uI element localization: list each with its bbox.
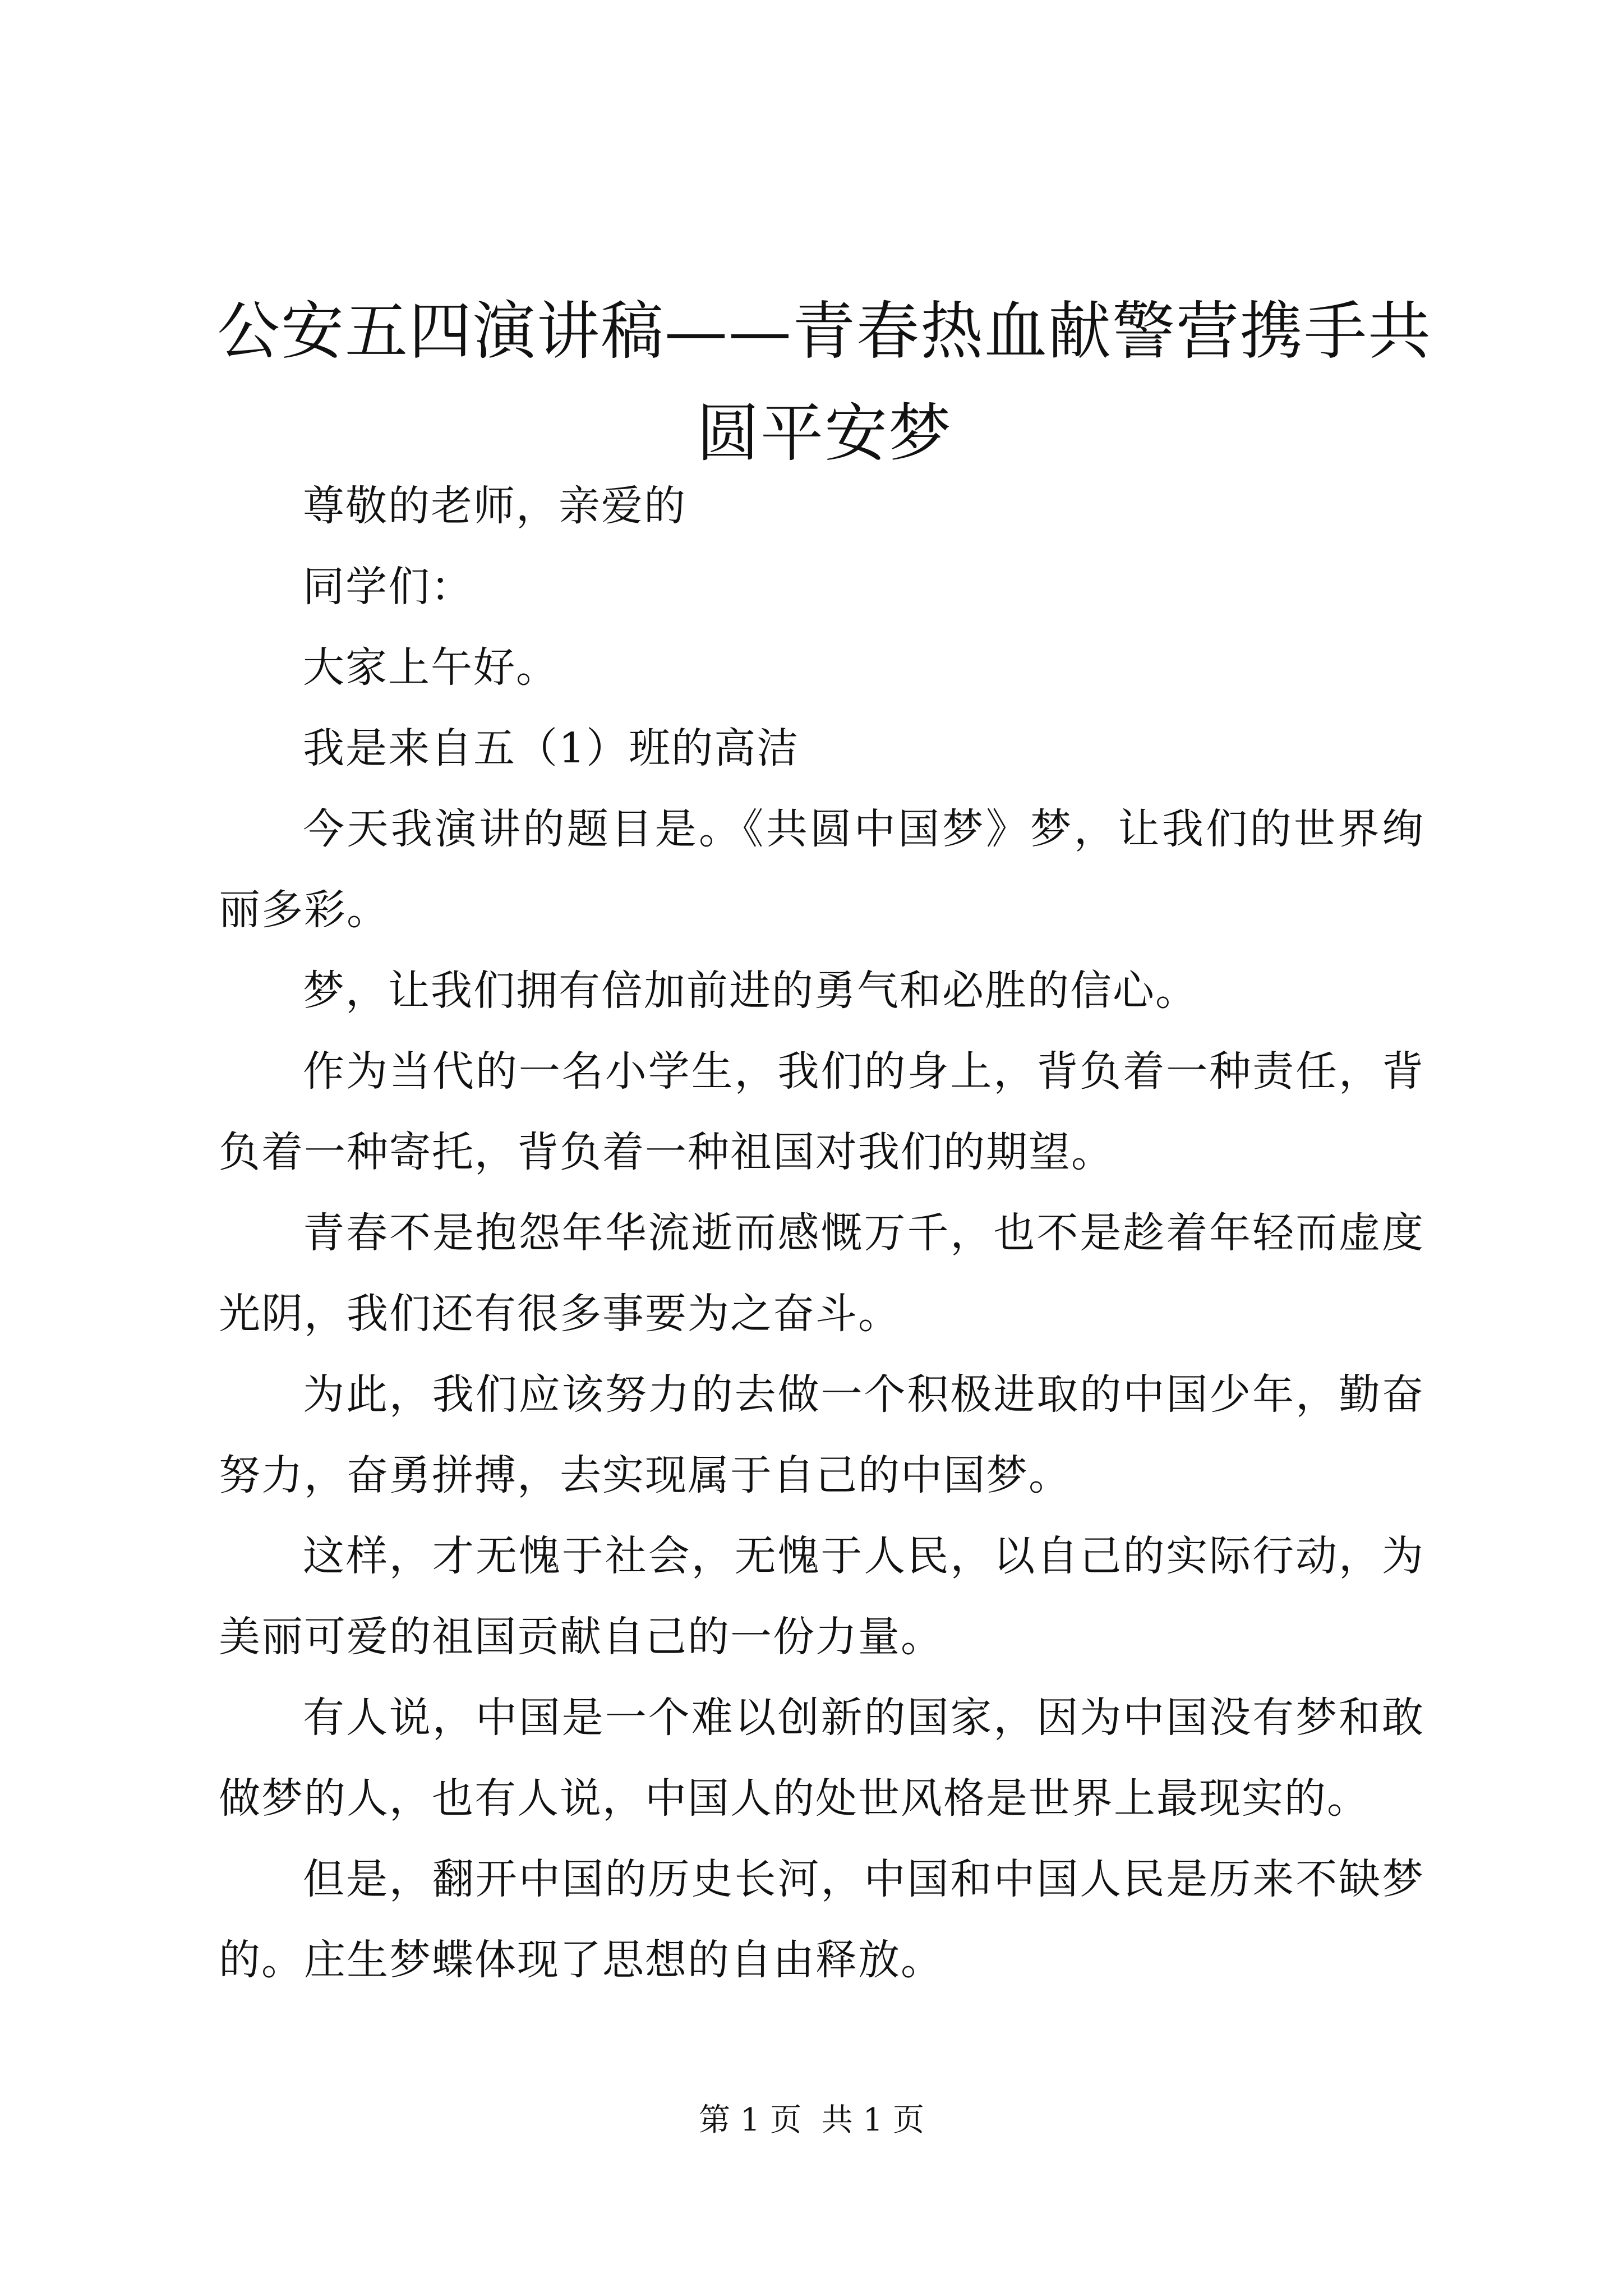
page-number-label: 第 1 页 共 1 页 [698,2102,925,2138]
paragraph: 同学们： [303,563,473,611]
paragraph: 我是来自五（1）班的高洁 [303,724,800,772]
paragraph: 尊敬的老师，亲爱的 [303,482,686,530]
paragraph: 大家上午好。 [303,643,559,692]
document-title: 公安五四演讲稿——青春热血献警营携手共圆平安梦 [217,295,1432,470]
paragraph: 作为当代的一名小学生，我们的身上，背负着一种责任，背负着一种寄托，背负着一种祖国对我们的期望。 [219,1047,1424,1176]
paragraph: 有人说，中国是一个难以创新的国家，因为中国没有梦和敢做梦的人，也有人说，中国人的处世风格是世界上最现实的。 [219,1694,1424,1823]
paragraph: 这样，才无愧于社会，无愧于人民，以自己的实际行动，为美丽可爱的祖国贡献自己的一份力量。 [219,1532,1424,1661]
paragraph: 梦，让我们拥有倍加前进的勇气和必胜的信心。 [303,967,1198,1015]
paragraph: 为此，我们应该努力的去做一个积极进取的中国少年，勤奋努力，奋勇拼搏，去实现属于自己的中国梦。 [219,1370,1424,1499]
page-footer [0,2101,1623,2140]
paragraph: 青春不是抱怨年华流逝而感慨万千，也不是趁着年轻而虚度光阴，我们还有很多事要为之奋斗。 [219,1209,1424,1338]
document-body [219,466,1424,2000]
paragraph: 今天我演讲的题目是。《共圆中国梦》梦，让我们的世界绚丽多彩。 [219,805,1424,934]
paragraph: 但是，翻开中国的历史长河，中国和中国人民是历来不缺梦的。庄生梦蝶体现了思想的自由释放。 [219,1855,1424,1984]
